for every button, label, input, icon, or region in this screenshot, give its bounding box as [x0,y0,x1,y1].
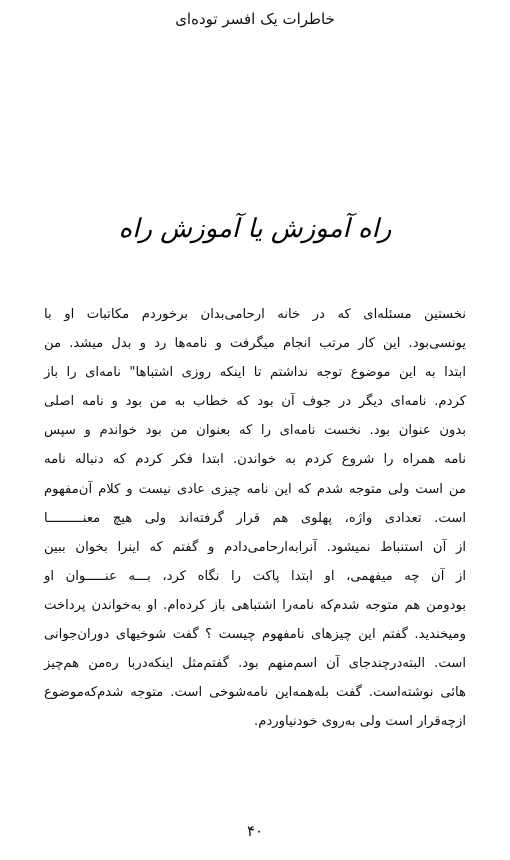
text-line: از آن چه میفهمی، او ابتدا پاکت را نگاه کرد، بـــه عنـــــوان او [44,568,466,584]
text-line: یونسی‌بود. این کار مرتب انجام میگرفت و نامه‌ها رد و بدل میشد. من [44,336,466,352]
text-line: من است ولی متوجه شدم که این نامه چیزی عادی نیست و کلام آن‌مفهوم [44,481,466,497]
text-line: نخستین مسئله‌ای که در خانه ارحامی‌بدان برخوردم مکاتبات او با [44,307,466,322]
text-line: ومیخندید. گفتم این چیزهای نامفهوم چیست ؟ گفت شوخیهای دوران‌جوانی [44,627,466,643]
text-line: هائی نوشته‌است. گفت بله‌همه‌این نامه‌شوخی است. متوجه شدم‌که‌موضوع [44,685,466,701]
text-line: ازچه‌قرار است ولی به‌روی خودنیاوردم. [254,714,466,730]
chapter-title: راه آموزش یا آموزش راه [118,214,392,244]
page-number: ۴۰ [246,822,264,840]
text-line: بدون عنوان بود. نخست نامه‌ای را که بعنوان من بود خواندم و سپس [44,423,466,439]
text-line: است. البته‌درچندجای آن اسم‌منهم بود. گفتم‌مثل اینکه‌دربا ره‌من هم‌چیز [44,656,466,672]
text-line: از آن استنباط نمیشود. آنرابه‌ارحامی‌دادم و گفتم که اینرا بخوان ببین [44,539,466,555]
text-line: کردم. نامه‌ای دیگر در جوف آن بود که خطاب به من بود و نامه اصلی [44,394,466,410]
text-line: ابتدا به این موضوع توجه نداشتم تا اینکه روزی اشتباها" نامه‌ای را باز [44,365,466,381]
text-line: بودومن هم متوجه شدم‌که نامه‌را اشتباهی باز کرده‌ام. او به‌خواندن پرداخت [44,597,466,613]
text-line: نامه همراه را شروع کردم به خواندن. ابتدا فکر کردم که دنباله نامه [44,452,466,468]
body-paragraph [44,300,466,736]
running-header: خاطرات یک افسر توده‌ای [175,10,335,28]
text-line: است. تعدادی واژه، پهلوی هم قرار گرفته‌اند ولی هیچ معنـــــــــا [44,510,466,526]
